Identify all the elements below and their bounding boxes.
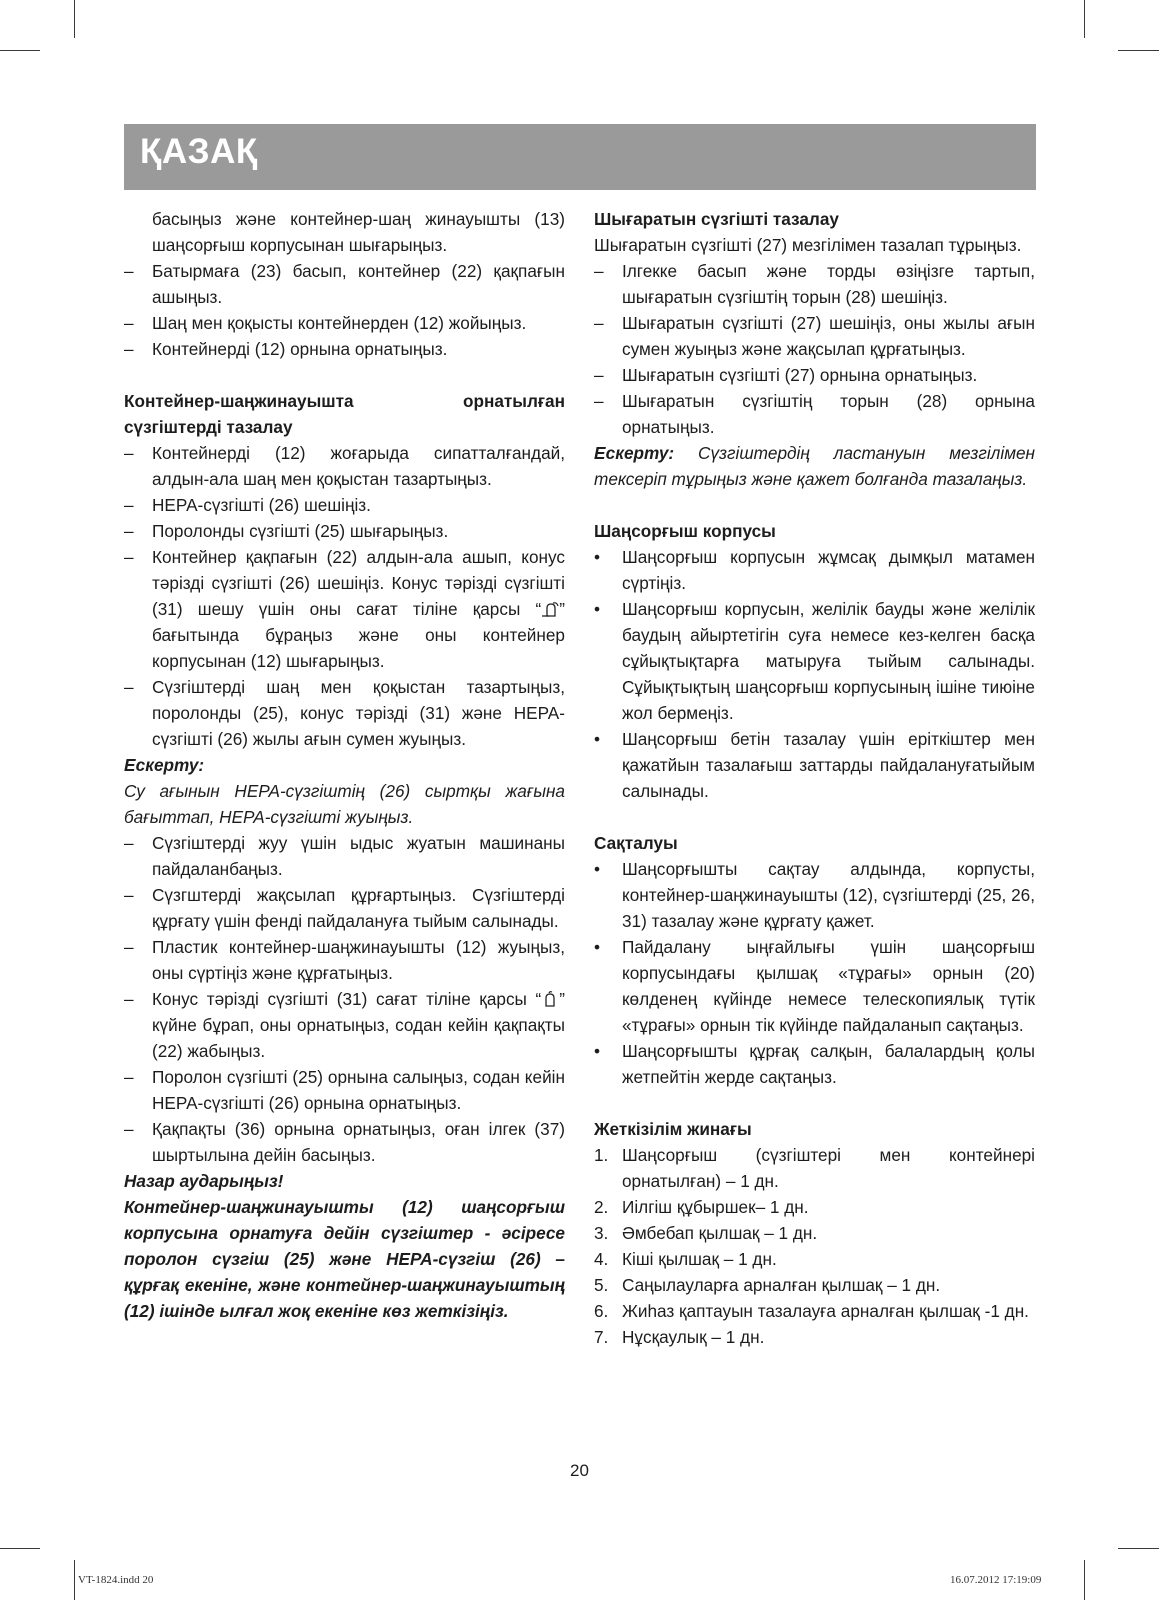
number-marker: 6. [594, 1301, 609, 1321]
list-item: – Батырмаға (23) басып, контейнер (22) қақпағын ашыңыз. [124, 258, 565, 310]
dash-marker: – [124, 1119, 134, 1139]
right-column [594, 206, 1035, 1350]
crop-mark [74, 0, 75, 38]
file-info: VT-1824.indd 20 [78, 1574, 154, 1586]
dash-marker: – [124, 937, 134, 957]
list-item: • Шаңсорғышты құрғақ салқын, балалардың қолы жетпейтін жерде сақтаңыз. [594, 1038, 1035, 1090]
list-item: 6. Жиһаз қаптауын тазалауға арналған қылшақ -1 дн. [594, 1298, 1035, 1324]
crop-mark [1084, 0, 1085, 38]
section-heading: Контейнер-шаңжинауышта орнатылған [124, 391, 565, 411]
list-item: – Сүзгштерді жақсылап құрғартыңыз. Сүзгіштерді құрғату үшін фенді пайдалануға тыйым салынады. [124, 882, 565, 934]
bullet-list [594, 856, 1035, 1090]
dash-marker: – [124, 313, 134, 333]
dash-marker: – [124, 677, 134, 697]
number-marker: 1. [594, 1145, 609, 1165]
dash-marker: – [124, 885, 134, 905]
dash-list [124, 830, 565, 1168]
page-number: 20 [570, 1461, 589, 1480]
dash-marker: – [594, 313, 604, 333]
list-item: • Шаңсорғыш корпусын, желілік бауды және желілік баудың айыртетігін суға немесе кез-келген басқа сұйықтықтарға матыруға тыйым салынады. Сұйықтықтың шаңсорғыш корпусының ішіне тиюіне жол бермеңіз. [594, 596, 1035, 726]
list-item: – Конус тәрізді сүзгішті (31) сағат тіліне қарсы “ ” күйне бұрап, оны орнатыңыз, содан кейін қақпақты (22) жабыңыз. [124, 986, 565, 1064]
list-item: – Шығаратын сүзгішті (27) орнына орнатыңыз. [594, 362, 1035, 388]
bullet-list [594, 544, 1035, 804]
dash-marker: – [124, 521, 134, 541]
note-text: Су ағынын HEPA-сүзгіштің (26) сыртқы жағына бағыттап, HEPA-сүзгішті жуыңыз. [124, 781, 565, 827]
crop-mark [74, 1560, 75, 1600]
note-label: Ескерту: [594, 443, 675, 463]
crop-mark [1118, 50, 1159, 51]
note-label: Ескерту: [124, 755, 205, 775]
dash-list [124, 258, 565, 362]
dash-marker: – [124, 339, 134, 359]
list-item: – Поролон сүзгішті (25) орнына салыңыз, содан кейін HEPA-сүзгішті (26) орнына орнатыңыз. [124, 1064, 565, 1116]
list-item: 3. Әмбебап қылшақ – 1 дн. [594, 1220, 1035, 1246]
list-item: 1. Шаңсорғыш (сүзгіштері мен контейнері орнатылған) – 1 дн. [594, 1142, 1035, 1194]
dash-marker: – [124, 547, 134, 567]
list-item: • Шаңсорғышты сақтау алдында, корпусты, контейнер-шаңжинауышты (12), сүзгіштерді (25, 26, 31) тазалау және құрғату қажет. [594, 856, 1035, 934]
section-heading: Шаңсорғыш корпусы [594, 521, 776, 541]
number-marker: 2. [594, 1197, 609, 1217]
left-column [124, 206, 565, 1324]
crop-mark [1084, 1560, 1085, 1600]
list-item: 7. Нұсқаулық – 1 дн. [594, 1324, 1035, 1350]
note-text: Ескерту: Сүзгіштердің ластануын мезгілімен тексеріп тұрыңыз және қажет болғанда тазалаңыз. [594, 443, 1035, 489]
dash-marker: – [594, 365, 604, 385]
section-heading: сүзгіштерді тазалау [124, 417, 293, 437]
crop-mark [0, 1548, 40, 1549]
bullet-marker: • [594, 729, 601, 749]
lock-symbol-icon [541, 991, 559, 1007]
bullet-marker: • [594, 937, 601, 957]
list-item: – HEPA-сүзгішті (26) шешіңіз. [124, 492, 565, 518]
list-item: – Контейнерді (12) орнына орнатыңыз. [124, 336, 565, 362]
attention-text: Контейнер-шаңжинауышты (12) шаңсорғыш корпусына орнатуға дейін сүзгіштер - әсіресе поролон сүзгіш (25) және HEPA-сүзгіш (26) – құрғақ екеніне, және контейнер-шаңжинауыштың (12) ішінде ылғал жоқ екеніне көз жеткізіңіз. [124, 1197, 565, 1321]
language-header-bar [124, 124, 1036, 190]
dash-list [124, 440, 565, 752]
bullet-marker: • [594, 859, 601, 879]
attention-title: Назар аударыңыз! [124, 1171, 284, 1191]
list-item: – Қақпақты (36) орнына орнатыңыз, оған ілгек (37) шыртылына дейін басыңыз. [124, 1116, 565, 1168]
number-marker: 4. [594, 1249, 609, 1269]
number-marker: 5. [594, 1275, 609, 1295]
list-item: – Шығаратын сүзгішті (27) шешіңіз, оны жылы ағын сумен жуыңыз және жақсылап құрғатыңыз. [594, 310, 1035, 362]
list-item: • Пайдалану ыңғайлығы үшін шаңсорғыш корпусындағы қылшақ «тұрағы» орнын (20) көлденең күйінде немесе телескопиялық түтік «тұрағы» орнын тік күйінде пайдаланып сақтаңыз. [594, 934, 1035, 1038]
list-item: – Шығаратын сүзгіштің торын (28) орнына орнатыңыз. [594, 388, 1035, 440]
bullet-marker: • [594, 1041, 601, 1061]
numbered-list [594, 1142, 1035, 1350]
list-item: – Контейнер қақпағын (22) алдын-ала ашып, конус тәрізді сүзгішті (26) шешіңіз. Конус тәрізді сүзгішті (31) шешу үшін оны сағат тіліне қарсы “ ” бағытында бұраңыз және оны контейнер корпусынан (12) шығарыңыз. [124, 544, 565, 674]
dash-marker: – [594, 261, 604, 281]
dash-marker: – [124, 1067, 134, 1087]
paragraph: Шығаратын сүзгішті (27) мезгілімен тазалап тұрыңыз. [594, 235, 1022, 255]
list-item: – Сүзгіштерді шаң мен қоқыстан тазартыңыз, поролонды (25), конус тәрізді (31) және HEPA-сүзгішті (26) жылы ағын сумен жуыңыз. [124, 674, 565, 752]
list-item: 4. Кіші қылшақ – 1 дн. [594, 1246, 1035, 1272]
list-item: – Сүзгіштерді жуу үшін ыдыс жуатын машинаны пайдаланбаңыз. [124, 830, 565, 882]
list-item: – Контейнерді (12) жоғарыда сипатталғандай, алдын-ала шаң мен қоқыстан тазартыңыз. [124, 440, 565, 492]
print-date: 16.07.2012 17:19:09 [950, 1574, 1042, 1586]
section-heading: Сақталуы [594, 833, 678, 853]
section-heading: Жеткізілім жинағы [594, 1119, 752, 1139]
unlock-symbol-icon [541, 601, 559, 617]
list-item: – Поролонды сүзгішті (25) шығарыңыз. [124, 518, 565, 544]
list-item: 2. Иілгіш құбыршек– 1 дн. [594, 1194, 1035, 1220]
dash-list [594, 258, 1035, 440]
crop-mark [1118, 1548, 1159, 1549]
list-item: – Ілгекке басып және торды өзіңізге тартып, шығаратын сүзгіштің торын (28) шешіңіз. [594, 258, 1035, 310]
number-marker: 7. [594, 1327, 609, 1347]
paragraph: басыңыз және контейнер-шаң жинауышты (13) шаңсорғыш корпусынан шығарыңыз. [152, 209, 565, 255]
dash-marker: – [124, 989, 134, 1009]
dash-marker: – [124, 833, 134, 853]
bullet-marker: • [594, 599, 601, 619]
language-title: ҚАЗАҚ [140, 132, 258, 171]
dash-marker: – [124, 495, 134, 515]
list-item: – Пластик контейнер-шаңжинауышты (12) жуыңыз, оны сүртіңіз және құрғатыңыз. [124, 934, 565, 986]
number-marker: 3. [594, 1223, 609, 1243]
bullet-marker: • [594, 547, 601, 567]
dash-marker: – [124, 261, 134, 281]
list-item: – Шаң мен қоқысты контейнерден (12) жойыңыз. [124, 310, 565, 336]
dash-marker: – [124, 443, 134, 463]
section-heading: Шығаратын сүзгішті тазалау [594, 209, 839, 229]
list-item: • Шаңсорғыш корпусын жұмсақ дымқыл матамен сүртіңіз. [594, 544, 1035, 596]
list-item: 5. Саңылауларға арналған қылшақ – 1 дн. [594, 1272, 1035, 1298]
dash-marker: – [594, 391, 604, 411]
crop-mark [0, 50, 40, 51]
list-item: • Шаңсорғыш бетін тазалау үшін еріткіштер мен қажатйын тазалағыш заттарды пайдалануғатыйым салынады. [594, 726, 1035, 804]
